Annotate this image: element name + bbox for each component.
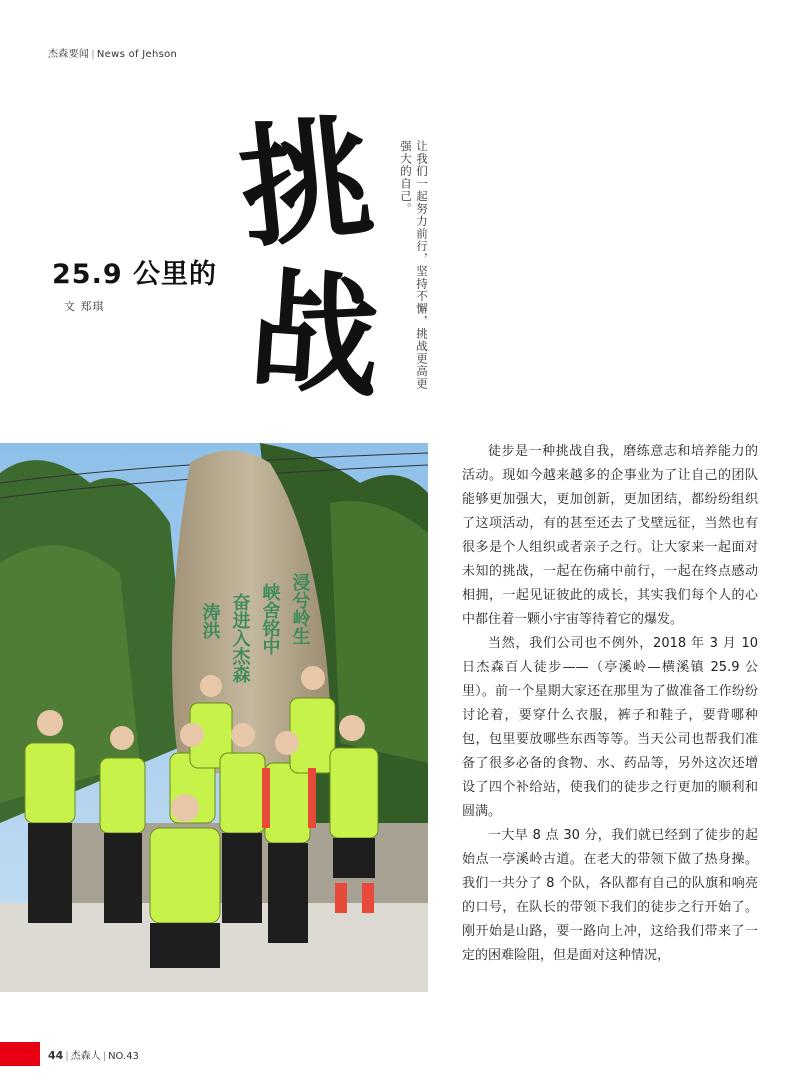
page-number: 44 <box>48 1049 64 1062</box>
page-footer <box>48 1047 139 1062</box>
group-hiking-photo <box>0 443 428 992</box>
issue-number: NO.43 <box>108 1051 139 1062</box>
header-separator: | <box>91 49 95 60</box>
footer-accent-bar <box>0 1042 40 1066</box>
article-body <box>462 440 758 968</box>
magazine-name: 杰森人 <box>70 1051 101 1062</box>
section-header <box>48 45 177 60</box>
stone-inscription-4: 涛洪 <box>199 603 221 639</box>
body-paragraph-2: 当然，我们公司也不例外，2018 年 3 月 10 日杰森百人徒步——（亭溪岭—横溪镇 25.9 公里）。前一个星期大家还在那里为了做准备工作纷纷讨论着，要穿什么衣服，裤子和鞋子，要背哪种包，包里要放哪些东西等等。当天公司也帮我们准备了很多必备的食物、水、药品等，另外这次还增设了四个补给站，使我们的徒步之行更加的顺利和圆满。 <box>462 636 758 819</box>
stone-inscription-3: 奋进入杰森 <box>229 593 251 683</box>
footer-separator-1: | <box>65 1051 69 1062</box>
body-paragraph-3: 一大早 8 点 30 分，我们就已经到了徒步的起始点一亭溪岭古道。在老大的带领下做了热身操。我们一共分了 8 个队，各队都有自己的队旗和响亮的口号，在队长的带领下我们的徒步之行开始了。刚开始是山路，要一路向上冲，这给我们带来了一定的困难险阻，但是面对这种情况， <box>462 828 758 963</box>
footer-separator-2: | <box>102 1051 107 1062</box>
stone-inscription-2: 峡舍铭中 <box>259 583 281 655</box>
vertical-tagline: 让我们一起努力前行，坚持不懈，挑战更高更强大的自己。 <box>399 140 429 390</box>
body-paragraph-1: 徒步是一种挑战自我，磨练意志和培养能力的活动。现如今越来越多的企事业为了让自己的团队能够更加强大，更加创新，更加团结，都纷纷组织了这项活动，有的甚至还去了戈壁远征，当然也有很多是个人组织或者亲子之行。让大家来一起面对未知的挑战，一起在伤痛中前行，一起在终点感动相拥，一起见证彼此的成长，其实我们每个人的心中都住着一颗小宇宙等待着它的爆发。 <box>462 444 758 627</box>
article-title-prefix: 25.9 公里的 <box>52 259 218 290</box>
title-big-char-2: 战 <box>244 253 386 416</box>
title-big-char-1: 挑 <box>232 99 380 268</box>
section-name-en: News of Jehson <box>96 49 178 60</box>
section-name-cn: 杰森要闻 <box>48 49 90 60</box>
author-byline: 文 郑琪 <box>64 300 105 313</box>
stone-inscription-1: 浸兮岭生 <box>289 573 311 645</box>
